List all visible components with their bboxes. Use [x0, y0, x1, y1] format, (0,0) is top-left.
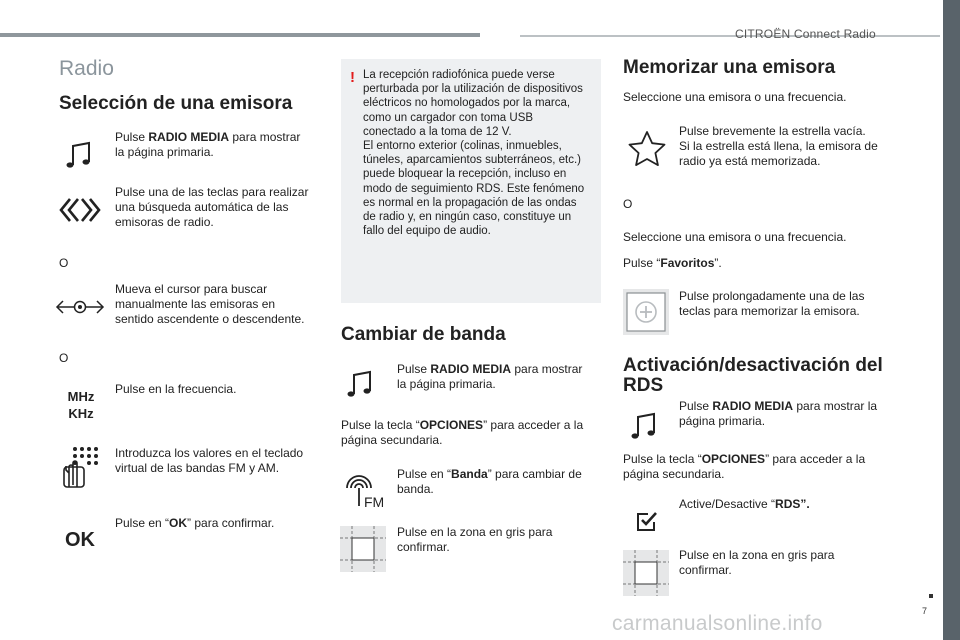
- ok-icon: OK: [65, 528, 95, 551]
- header-title: CITROËN Connect Radio: [735, 27, 876, 41]
- col2-item2: Pulse la tecla “OPCIONES” para acceder a la página secundaria.: [341, 418, 584, 447]
- col1-item1: Pulse RADIO MEDIA para mostrar la página primaria.: [115, 130, 301, 159]
- col3-item2: Pulse prolongadamente una de las teclas para memorizar la emisora.: [679, 289, 865, 318]
- warning-text: La recepción radiofónica puede verse perturbada por la utilización de dispositivos eléctricos no homologados por la marca, como un cargador con toma USB conectado a la toma de 12 V. El entorno exterior (colinas, inmuebles, túneles, aparcamientos subterráneos, etc.) puede bloquear la recepción, incluso en modo de seguimiento RDS. Este fenómeno es normal en la propagación de las ondas de radio y, en ningún caso, constituye un fallo del equipo de audio.: [363, 69, 585, 238]
- gray-zone-icon: [340, 526, 386, 572]
- col2-item4: Pulse en la zona en gris para confirmar.: [397, 525, 553, 554]
- add-preset-icon: [623, 289, 669, 335]
- col2-item3: Pulse en “Banda” para cambiar de banda.: [397, 467, 582, 496]
- col3-item1: Pulse brevemente la estrella vacía. Si la estrella está llena, la emisora de radio ya está memorizada.: [679, 124, 878, 168]
- seek-arrows-icon: [55, 193, 105, 227]
- heading-rds: Activación/desactivación del RDS: [623, 355, 883, 396]
- col3-item4: Active/Desactive “RDS”.: [679, 497, 810, 511]
- mhz-label: MHz: [67, 389, 95, 404]
- gray-zone-icon: [623, 550, 669, 596]
- star-empty-icon: [625, 128, 669, 170]
- section-title-radio: Radio: [59, 57, 114, 80]
- page-number: 7: [922, 606, 928, 616]
- tuning-slider-icon: [55, 294, 105, 320]
- fm-label: FM: [364, 494, 385, 510]
- heading-memorizar: Memorizar una emisora: [623, 57, 836, 78]
- fm-band-icon: [341, 470, 387, 510]
- col1-or-1: O: [59, 256, 69, 270]
- col3-p3: Pulse “Favoritos”.: [623, 256, 722, 270]
- warning-icon: !: [350, 69, 355, 86]
- header-rule-left: [0, 33, 480, 37]
- col3-item5: Pulse en la zona en gris para confirmar.: [679, 548, 835, 577]
- music-note-icon: [625, 408, 665, 444]
- col2-item1: Pulse RADIO MEDIA para mostrar la página primaria.: [397, 362, 583, 391]
- col1-or-2: O: [59, 351, 69, 365]
- col3-p2: Seleccione una emisora o una frecuencia.: [623, 230, 847, 244]
- heading-seleccion: Selección de una emisora: [59, 93, 293, 114]
- col1-item4: Pulse en la frecuencia.: [115, 382, 237, 396]
- watermark: carmanualsonline.info: [612, 612, 823, 635]
- khz-label: KHz: [68, 406, 94, 421]
- col3-p4: Pulse la tecla “OPCIONES” para acceder a la página secundaria.: [623, 452, 866, 481]
- music-note-icon: [341, 366, 381, 402]
- col1-item6: Pulse en “OK” para confirmar.: [115, 516, 275, 530]
- heading-cambiar-banda: Cambiar de banda: [341, 324, 506, 345]
- keypad-hand-icon: [58, 443, 102, 489]
- page-dot: [929, 594, 933, 598]
- col3-item3: Pulse RADIO MEDIA para mostrar la página primaria.: [679, 399, 878, 428]
- header-rule-right: [520, 35, 940, 37]
- checkbox-checked-icon: [634, 508, 660, 534]
- col3-p1: Seleccione una emisora o una frecuencia.: [623, 90, 847, 104]
- side-band: [943, 0, 960, 640]
- warning-note: [341, 59, 601, 303]
- frequency-mhz-khz-icon: [59, 386, 103, 424]
- col1-item5: Introduzca los valores en el teclado virtual de las bandas FM y AM.: [115, 446, 304, 475]
- col1-item3: Mueva el cursor para buscar manualmente las emisoras en sentido ascendente o descendente.: [115, 282, 305, 326]
- col3-or: O: [623, 197, 633, 211]
- col1-item2: Pulse una de las teclas para realizar una búsqueda automática de las emisoras de radio.: [115, 185, 309, 229]
- music-note-icon: [60, 137, 100, 173]
